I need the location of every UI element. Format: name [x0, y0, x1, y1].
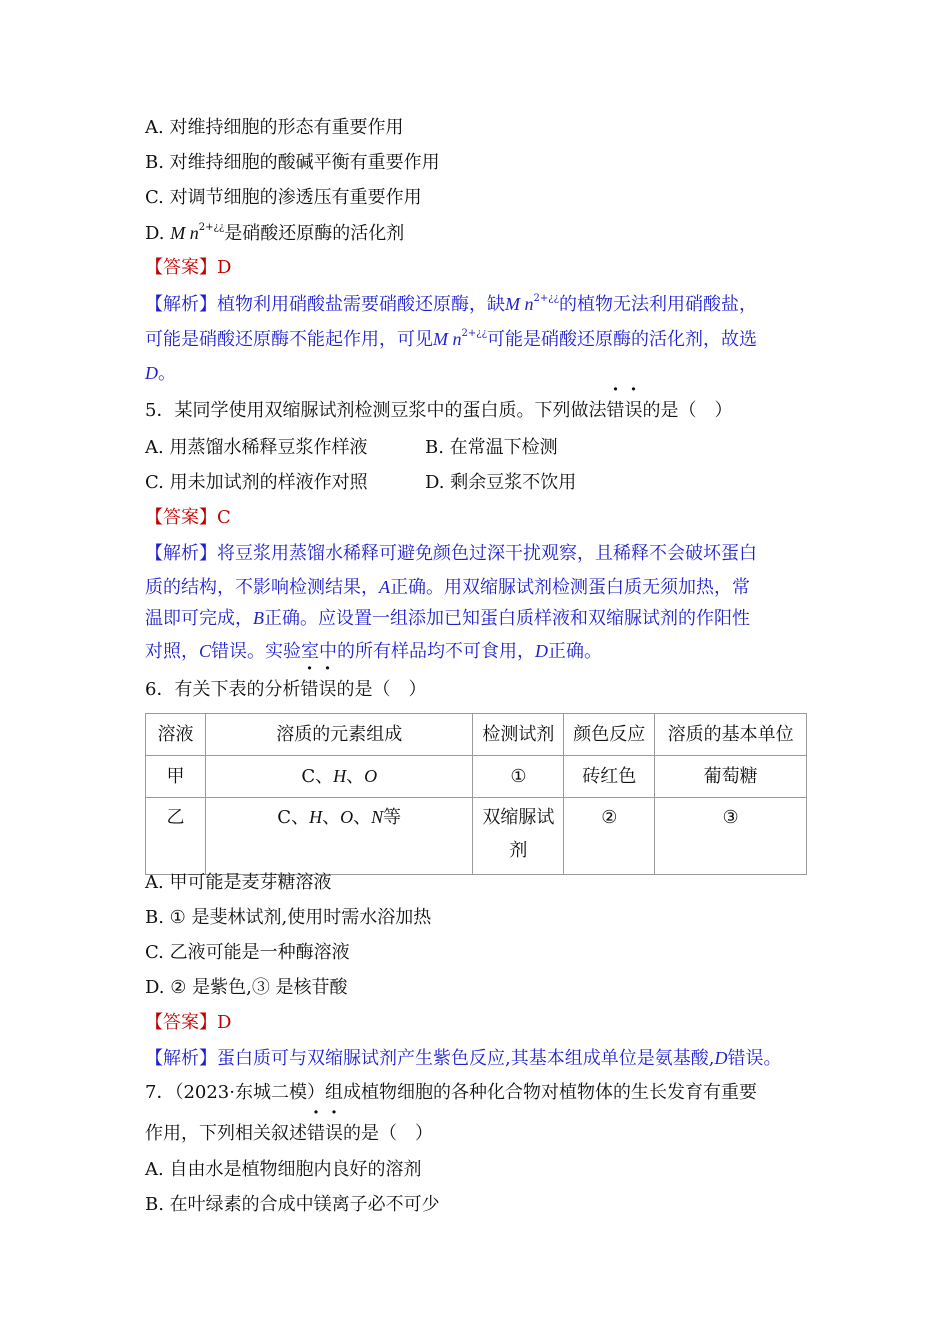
q7-stem-emphasis: 误: [325, 1123, 343, 1144]
q5-options-row-2: [145, 471, 795, 495]
q5-answer-tag: 【答案】: [145, 507, 217, 528]
q6-option-c: C. 乙液可能是一种酶溶液: [145, 942, 350, 963]
q5-analysis-line-2: [145, 575, 750, 600]
q6-option-d: D. ② 是紫色,③ 是核苷酸: [145, 977, 348, 998]
q6-stem-emphasis: 误: [318, 679, 337, 700]
q4-analysis-text: 植物利用硝酸盐需要硝酸还原酶，缺: [217, 294, 505, 315]
q5-analysis-var: C: [199, 641, 212, 661]
separator: 、: [346, 766, 365, 787]
q5-stem-text: 的是（ ）: [642, 400, 733, 421]
q4-option-d-prefix: D.: [145, 223, 171, 244]
table-cell-solution: 甲: [146, 756, 206, 798]
q7-stem-emphasis: 错: [307, 1123, 325, 1144]
q5-analysis-line-4: [145, 639, 602, 664]
q5-option-a: A. 用蒸馏水稀释豆浆作样液: [145, 437, 368, 458]
q5-options-row-1: [145, 436, 795, 460]
q6-stem-emphasis: 错: [300, 679, 319, 700]
q5-analysis-line-3: [145, 606, 750, 631]
table-cell-elements: [205, 756, 473, 798]
q5-analysis-text: 正确。: [548, 641, 603, 662]
q5-stem-text: 5．某同学使用双缩脲试剂检测豆浆中的蛋白质。下列做法: [145, 400, 607, 421]
table-header-cell: 检测试剂: [473, 714, 564, 756]
q4-answer: [145, 256, 231, 280]
q6-analysis-text: 蛋白质可与双缩脲试剂产生紫色反应,其基本组成单位是氨基酸,: [217, 1048, 715, 1069]
table-cell-color: 砖红色: [564, 756, 655, 798]
element-symbol: H: [309, 807, 323, 827]
q6-analysis-tag: 【解析】: [145, 1048, 217, 1069]
q7-stem-text: 作用，下列相关叙述: [145, 1123, 307, 1144]
q6-answer-value: D: [217, 1012, 232, 1033]
q4-analysis-sup: 2+¿¿: [461, 328, 487, 339]
q5-option-c: C. 用未加试剂的样液作对照: [145, 472, 368, 493]
table-header-cell: 溶质的基本单位: [655, 714, 807, 756]
q6-answer: [145, 1011, 231, 1035]
table-header-row: [146, 714, 807, 756]
table-header-cell: 颜色反应: [564, 714, 655, 756]
q5-analysis-var: A: [379, 577, 390, 597]
q6-analysis-var: D: [714, 1048, 728, 1068]
q4-option-d: [145, 221, 404, 249]
q5-analysis-text: 质的结构，不影响检测结果，: [145, 577, 379, 598]
table-cell-solution: 乙: [146, 798, 206, 875]
q4-analysis-mn: M n: [433, 329, 462, 349]
q4-analysis-text: 可能是硝酸还原酶的活化剂，故选: [486, 329, 757, 350]
table-cell-unit: ③: [655, 798, 807, 875]
element-symbol: N: [371, 807, 384, 827]
separator: 、: [315, 766, 334, 787]
q5-analysis-text: 错误。实验室中的所有样品均不可食用，: [211, 641, 536, 662]
q5-analysis-text: 将豆浆用蒸馏水稀释可避免颜色过深干扰观察，且稀释不会破坏蛋白: [217, 543, 757, 564]
separator: 、: [291, 807, 310, 828]
q4-analysis-sup: 2+¿¿: [533, 293, 559, 304]
q4-option-d-sup: 2+¿¿: [198, 222, 225, 233]
q5-analysis-line-1: [145, 542, 757, 566]
q6-analysis-text: 错误。: [727, 1048, 782, 1069]
q4-analysis-var: D: [145, 363, 158, 383]
element-symbol: O: [364, 766, 378, 786]
q4-option-d-rest: 是硝酸还原酶的活化剂: [224, 223, 405, 244]
q4-analysis-text: 可能是硝酸还原酶不能起作用，可见: [145, 329, 433, 350]
q4-analysis-text: 。: [158, 363, 176, 384]
q4-option-d-mn: M n: [170, 223, 199, 243]
q5-analysis-var: D: [535, 641, 549, 661]
q6-analysis-line-1: [145, 1046, 781, 1071]
q6-stem-text: 的是（ ）: [336, 679, 427, 700]
separator: 、: [322, 807, 341, 828]
table-header-cell: 溶质的元素组成: [205, 714, 473, 756]
q4-option-c: C. 对调节细胞的渗透压有重要作用: [145, 187, 422, 208]
q5-analysis-text: 对照，: [145, 641, 199, 662]
q7-option-b: B. 在叶绿素的合成中镁离子必不可少: [145, 1194, 440, 1215]
reagent-line: 双缩脲试: [482, 807, 555, 828]
element-suffix: 等: [383, 807, 402, 828]
q5-analysis-text: 温即可完成，: [145, 608, 253, 629]
table-cell-color: ②: [564, 798, 655, 875]
q5-analysis-text: 正确。用双缩脲试剂检测蛋白质无须加热，常: [390, 577, 750, 598]
q5-answer-value: C: [217, 507, 231, 528]
q5-option-d: D. 剩余豆浆不饮用: [425, 472, 577, 493]
q4-analysis-line-3: [145, 361, 176, 386]
q4-analysis-line-2: [145, 327, 757, 355]
q5-analysis-tag: 【解析】: [145, 543, 217, 564]
element-symbol: O: [340, 807, 354, 827]
element-symbol: C: [301, 766, 316, 787]
table-header-cell: 溶液: [146, 714, 206, 756]
q7-stem-line-2: [145, 1122, 433, 1146]
q4-analysis-tag: 【解析】: [145, 294, 217, 315]
q7-stem-text: 的是（ ）: [343, 1123, 433, 1144]
q4-option-a: A. 对维持细胞的形态有重要作用: [145, 117, 404, 138]
q4-analysis-text: 的植物无法利用硝酸盐，: [558, 294, 757, 315]
separator: 、: [353, 807, 372, 828]
table-row: [146, 798, 807, 875]
table-cell-reagent: [473, 798, 564, 875]
q5-answer: [145, 506, 231, 530]
q6-stem: [145, 678, 426, 702]
q6-stem-text: 6．有关下表的分析: [145, 679, 301, 700]
q7-option-a: A. 自由水是植物细胞内良好的溶剂: [145, 1159, 422, 1180]
table-row: [146, 756, 807, 798]
q4-option-b: B. 对维持细胞的酸碱平衡有重要作用: [145, 152, 440, 173]
q5-stem: [145, 399, 732, 423]
table-cell-reagent: ①: [473, 756, 564, 798]
q5-stem-emphasis: 误: [624, 400, 643, 421]
q4-answer-tag: 【答案】: [145, 257, 217, 278]
q5-option-b: B. 在常温下检测: [425, 437, 558, 458]
q6-option-a: A. 甲可能是麦芽糖溶液: [145, 872, 332, 893]
q5-analysis-text: 正确。应设置一组添加已知蛋白质样液和双缩脲试剂的作阳性: [264, 608, 750, 629]
q4-analysis-mn: M n: [505, 294, 534, 314]
q4-answer-value: D: [217, 257, 232, 278]
q4-analysis-line-1: [145, 292, 757, 320]
q7-stem-line-1: 7．（2023·东城二模）组成植物细胞的各种化合物对植物体的生长发育有重要: [145, 1082, 757, 1103]
q6-table: [145, 713, 807, 875]
q5-stem-emphasis: 错: [606, 400, 625, 421]
q6-answer-tag: 【答案】: [145, 1012, 217, 1033]
element-symbol: C: [277, 807, 292, 828]
table-cell-elements: [205, 798, 473, 875]
q6-option-b: B. ① 是斐林试剂,使用时需水浴加热: [145, 907, 432, 928]
element-symbol: H: [333, 766, 347, 786]
q5-analysis-var: B: [253, 608, 264, 628]
reagent-line: 剂: [509, 840, 528, 861]
table-cell-unit: 葡萄糖: [655, 756, 807, 798]
